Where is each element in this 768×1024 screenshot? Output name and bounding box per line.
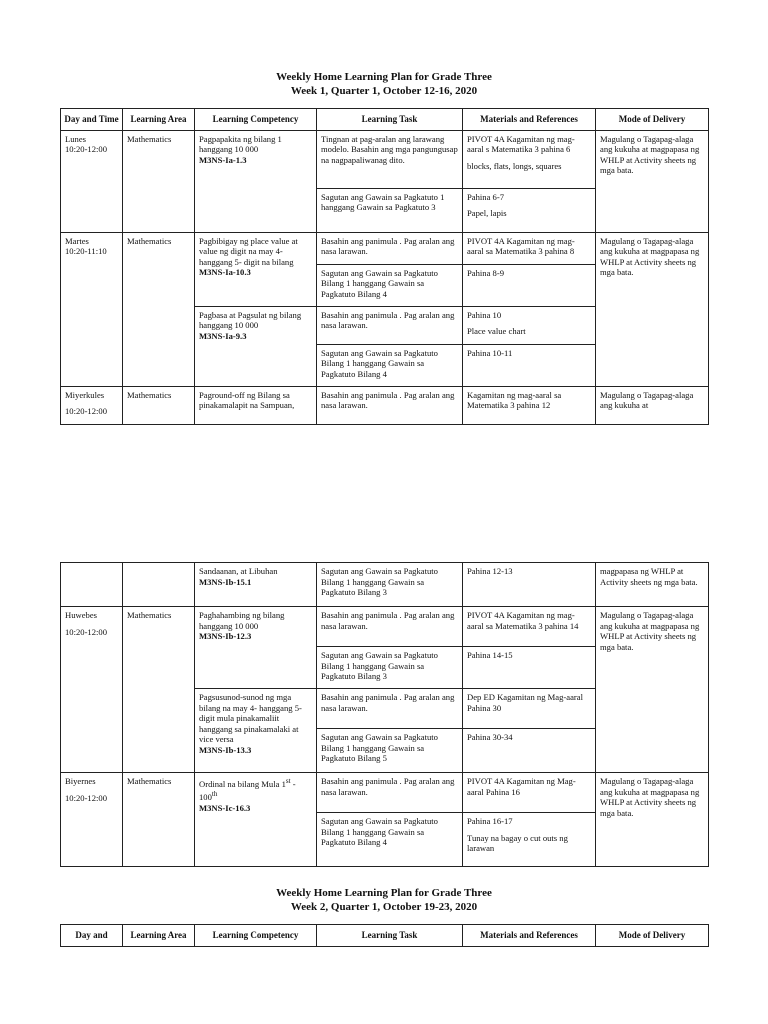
materials-cell: PIVOT 4A Kagamitan ng mag-aaral s Matematika 3 pahina 6 blocks, flats, longs, squares — [463, 130, 596, 188]
materials-cell: PIVOT 4A Kagamitan ng Mag-aaral Pahina 16 — [463, 773, 596, 813]
col-header-delivery: Mode of Delivery — [596, 925, 709, 947]
materials-cell: Pahina 8-9 — [463, 264, 596, 306]
competency-code: M3NS-Ic-16.3 — [199, 802, 251, 813]
plan-title-line1: Weekly Home Learning Plan for Grade Three — [276, 71, 492, 83]
competency-cell: Pagsusunod-sunod ng mga bilang na may 4- hanggang 5- digit mula pinakamaliit hanggang sa pinakamalaki at vice versa M3NS-Ib-13.3 — [195, 689, 317, 773]
col-header-competency: Learning Competency — [195, 925, 317, 947]
col-header-area: Learning Area — [123, 925, 195, 947]
task-cell: Sagutan ang Gawain sa Pagkatuto Bilang 1 hanggang Gawain sa Pagkatuto Bilang 4 — [317, 813, 463, 867]
materials-cell: Pahina 30-34 — [463, 729, 596, 773]
week2-plan-table — [60, 924, 709, 947]
col-header-materials: Materials and References — [463, 109, 596, 131]
task-cell: Basahin ang panimula . Pag aralan ang nasa larawan. — [317, 607, 463, 647]
task-cell: Tingnan at pag-aralan ang larawang modelo. Basahin ang mga pangungusap na nagpapaliwanag dito. — [317, 130, 463, 188]
competency-cell: Sandaanan, at Libuhan M3NS-Ib-15.1 — [195, 563, 317, 607]
competency-code: M3NS-Ia-9.3 — [199, 330, 247, 341]
week1-plan-table — [60, 108, 709, 425]
delivery-cell: Magulang o Tagapag-alaga ang kukuha at magpapasa ng WHLP at Activity sheets ng mga bata. — [596, 607, 709, 773]
plan-title-week1 — [0, 70, 768, 98]
materials-cell: PIVOT 4A Kagamitan ng mag-aaral sa Matematika 3 pahina 14 — [463, 607, 596, 647]
delivery-cell: Magulang o Tagapag-alaga ang kukuha at — [596, 386, 709, 424]
header-row — [61, 109, 709, 131]
task-cell: Sagutan ang Gawain sa Pagkatuto Bilang 1 hanggang Gawain sa Pagkatuto Bilang 4 — [317, 264, 463, 306]
plan-title-week2 — [0, 886, 768, 914]
day-time: 10:20-12:00 — [65, 144, 108, 154]
materials-cell: Pahina 12-13 — [463, 563, 596, 607]
delivery-cell: Magulang o Tagapag-alaga ang kukuha at magpapasa ng WHLP at Activity sheets ng mga bata. — [596, 130, 709, 232]
day-name: Lunes — [65, 133, 87, 144]
area-cell: Mathematics — [123, 232, 195, 386]
task-cell: Sagutan ang Gawain sa Pagkatuto Bilang 1 hanggang Gawain sa Pagkatuto Bilang 4 — [317, 344, 463, 386]
table-row — [61, 773, 709, 813]
area-cell: Mathematics — [123, 773, 195, 867]
task-cell: Basahin ang panimula . Pag aralan ang nasa larawan. — [317, 689, 463, 729]
table-row — [61, 563, 709, 607]
delivery-cell: Magulang o Tagapag-alaga ang kukuha at magpapasa ng WHLP at Activity sheets ng mga bata. — [596, 232, 709, 386]
table-row — [61, 386, 709, 424]
area-cell: Mathematics — [123, 607, 195, 773]
area-cell: Mathematics — [123, 386, 195, 424]
task-cell: Basahin ang panimula . Pag aralan ang nasa larawan. — [317, 232, 463, 264]
task-cell: Sagutan ang Gawain sa Pagkatuto Bilang 1 hanggang Gawain sa Pagkatuto Bilang 5 — [317, 729, 463, 773]
day-cell: Miyerkules 10:20-12:00 — [61, 386, 123, 424]
task-cell: Sagutan ang Gawain sa Pagkatuto Bilang 1 hanggang Gawain sa Pagkatuto Bilang 3 — [317, 647, 463, 689]
competency-cell: Ordinal na bilang Mula 1st - 100th M3NS-Ic-16.3 — [195, 773, 317, 867]
area-cell: Mathematics — [123, 130, 195, 232]
materials-cell: Pahina 16-17 Tunay na bagay o cut outs ng larawan — [463, 813, 596, 867]
table-row — [61, 232, 709, 264]
col-header-day: Day and Time — [61, 109, 123, 131]
col-header-task: Learning Task — [317, 925, 463, 947]
area-cell — [123, 563, 195, 607]
delivery-cell: Magulang o Tagapag-alaga ang kukuha at magpapasa ng WHLP at Activity sheets ng mga bata. — [596, 773, 709, 867]
task-cell: Basahin ang panimula . Pag aralan ang nasa larawan. — [317, 306, 463, 344]
materials-cell: Pahina 10-11 — [463, 344, 596, 386]
competency-cell: Pagbibigay ng place value at value ng digit na may 4- hanggang 5- digit na bilang M3NS-Ia-10.3 — [195, 232, 317, 306]
col-header-materials: Materials and References — [463, 925, 596, 947]
competency-code: M3NS-Ia-10.3 — [199, 267, 251, 277]
task-cell: Sagutan ang Gawain sa Pagkatuto Bilang 1 hanggang Gawain sa Pagkatuto Bilang 3 — [317, 563, 463, 607]
competency-code: M3NS-Ib-12.3 — [199, 631, 252, 641]
task-cell: Basahin ang panimula . Pag aralan ang nasa larawan. — [317, 773, 463, 813]
materials-cell: Kagamitan ng mag-aaral sa Matematika 3 pahina 12 — [463, 386, 596, 424]
materials-cell: Pahina 6-7 Papel, lapis — [463, 188, 596, 232]
col-header-area: Learning Area — [123, 109, 195, 131]
week1-plan-table-continued — [60, 562, 709, 867]
competency-cell: Pagbasa at Pagsulat ng bilang hanggang 10 000 M3NS-Ia-9.3 — [195, 306, 317, 386]
competency-code: M3NS-Ia-1.3 — [199, 154, 247, 165]
col-header-competency: Learning Competency — [195, 109, 317, 131]
day-cell: Martes 10:20-11:10 — [61, 232, 123, 386]
day-cell — [61, 563, 123, 607]
plan-title-line2: Week 1, Quarter 1, October 12-16, 2020 — [290, 85, 478, 97]
materials-cell: PIVOT 4A Kagamitan ng mag-aaral sa Matematika 3 pahina 8 — [463, 232, 596, 264]
competency-cell: Pagpapakita ng bilang 1 hanggang 10 000 M3NS-Ia-1.3 — [195, 130, 317, 232]
competency-cell: Paghahambing ng bilang hanggang 10 000 M3NS-Ib-12.3 — [195, 607, 317, 689]
materials-cell: Pahina 14-15 — [463, 647, 596, 689]
competency-cell: Paground-off ng Bilang sa pinakamalapit na Sampuan, — [195, 386, 317, 424]
day-cell: Biyernes 10:20-12:00 — [61, 773, 123, 867]
materials-cell: Pahina 10 Place value chart — [463, 306, 596, 344]
col-header-delivery: Mode of Delivery — [596, 109, 709, 131]
competency-code: M3NS-Ib-15.1 — [199, 576, 252, 587]
materials-cell: Dep ED Kagamitan ng Mag-aaral Pahina 30 — [463, 689, 596, 729]
competency-code: M3NS-Ib-13.3 — [199, 744, 252, 755]
col-header-day: Day and — [61, 925, 123, 947]
header-row — [61, 925, 709, 947]
day-cell: Huwebes 10:20-12:00 — [61, 607, 123, 773]
table-row — [61, 130, 709, 188]
plan-title-line1: Weekly Home Learning Plan for Grade Three — [276, 887, 492, 899]
delivery-cell: magpapasa ng WHLP at Activity sheets ng mga bata. — [596, 563, 709, 607]
day-cell — [61, 130, 123, 232]
col-header-task: Learning Task — [317, 109, 463, 131]
task-cell: Sagutan ang Gawain sa Pagkatuto 1 hanggang Gawain sa Pagkatuto 3 — [317, 188, 463, 232]
table-row — [61, 607, 709, 647]
task-cell: Basahin ang panimula . Pag aralan ang nasa larawan. — [317, 386, 463, 424]
plan-title-line2: Week 2, Quarter 1, October 19-23, 2020 — [290, 901, 478, 913]
